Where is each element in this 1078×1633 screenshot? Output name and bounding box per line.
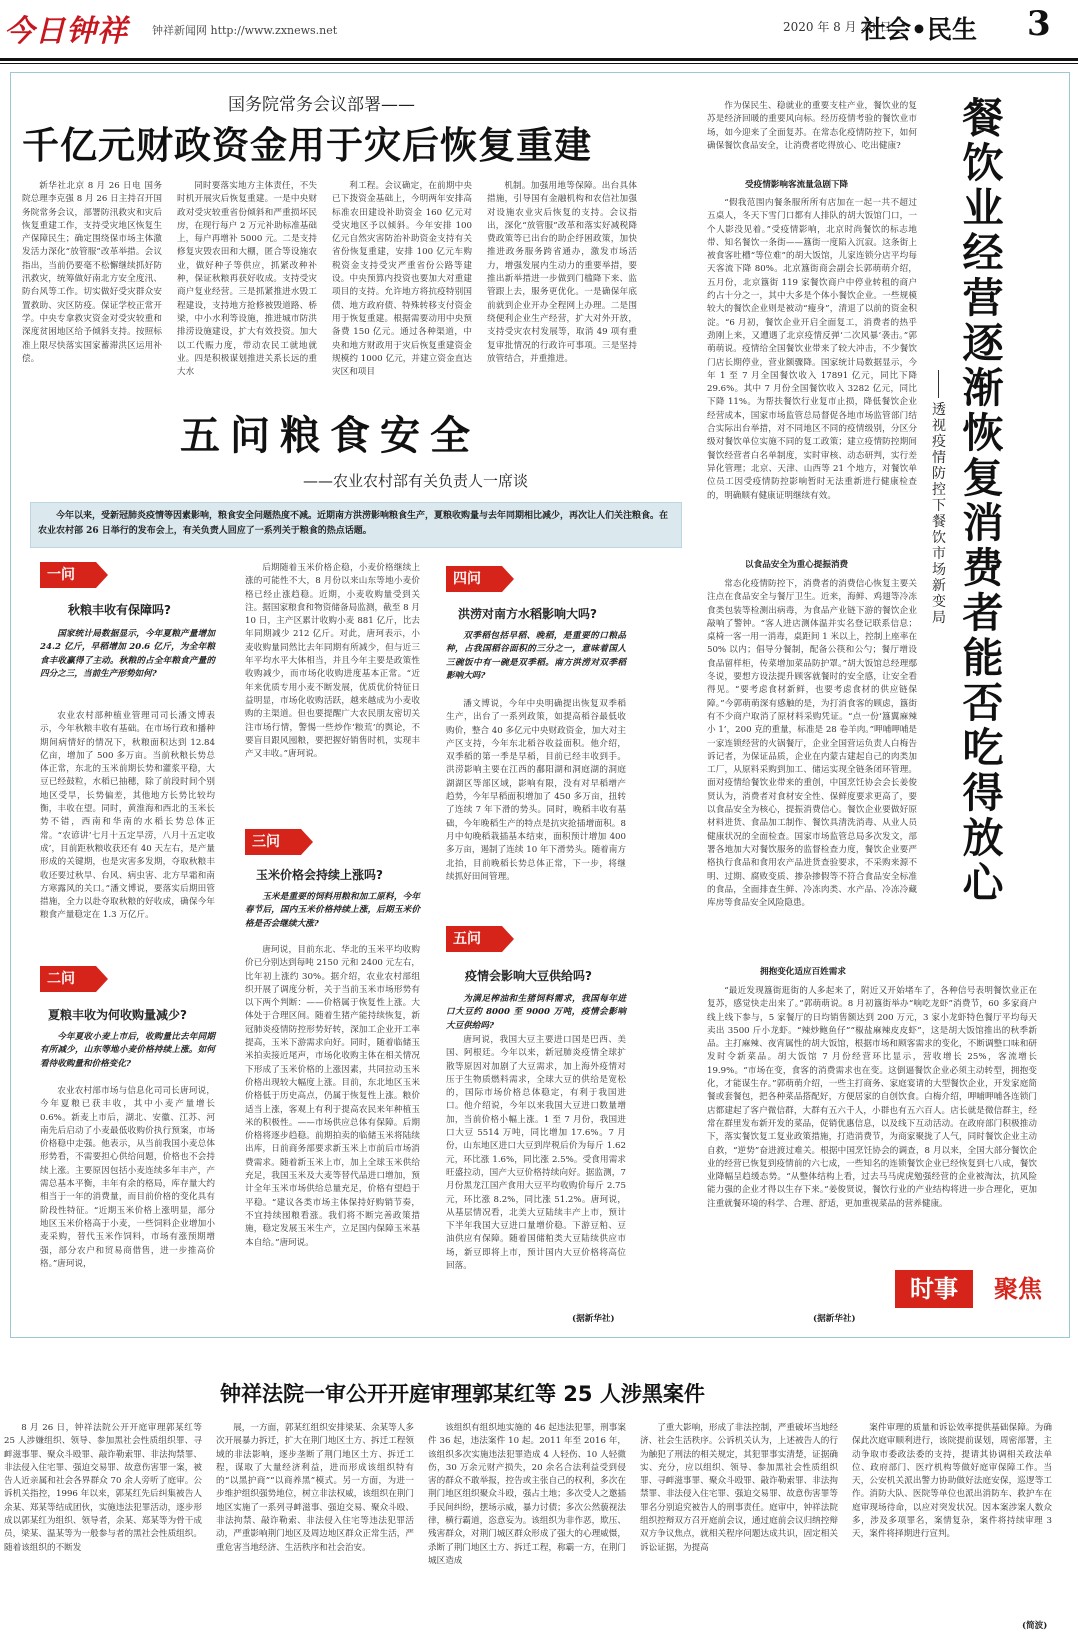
site-url[interactable]: 钟祥新闻网 http://www.zxnews.net: [152, 24, 338, 37]
q3-lead: 玉米是重要的饲料用粮和加工原料，今年春节后，国内玉米价格持续上涨，后期玉米价格是否会继续大涨?: [245, 892, 420, 929]
badge-current-affairs: 时事: [895, 1270, 973, 1308]
story4-headline: 钟祥法院一审公开开庭审理郭某红等 25 人涉黑案件: [220, 1382, 705, 1406]
story3-body-3-tail: [707, 1265, 889, 1315]
story3-subhead-1: 受疫情影响客流量急剧下降: [745, 180, 849, 190]
story1-col-3: 利工程。会议确定，在前期中央已下拨资金基础上，今明两年安排高标准农田建设补助资金 160 亿元对受灾地区予以倾斜。今年安排 100 亿元自然灾害防治补助资金支持有关省份恢复重建，安排 100 亿元车购税资金支持受灾严重省份公路等建设。中央预算内投资也要加大对重建项目的支持。允许地方将抗疫特别国债、地方政府债、特殊转移支付资金用于恢复重建。根据需要动用中央预备费 150 亿元。通过各种渠道，中央和地方财政用于灾后恢复重建资金规模约 1000 亿元，并建立资金直达灾区和项目: [332, 181, 472, 378]
q5-lead: 为满足榨油和生猪饲料需求，我国每年进口大豆约 8000 至 9000 万吨，疫情会影响大豆供给吗?: [446, 994, 626, 1031]
q2-continued: 后期随着玉米价格企稳，小麦价格继续上涨的可能性不大，8 月份以来山东等地小麦价格已经止涨趋稳。近期，小麦收购量受到关注。据国家粮食和物资储备局监测，截至 8 月 10 日，主产区累计收购小麦 881 亿斤，比去年同期减少 212 亿斤。对此，唐珂表示，小麦收购量同然比去年同期有所减少，但与近三年平均水平大体相当，并且今年主要是政策性收购减少，而市场化收购进度基本正常。“近年来优质专用小麦不断发展，优质优价特征日益明显，市场化收购活跃，越来越成为小麦收购的主渠道。但也要提醒广大农民朋友密切关注市场行情，警惕一些炒作‘粮荒’的舆论，不要盲目跟风囤粮，要把握好销售时机，实现丰产又丰收。”唐珂说。: [245, 563, 420, 760]
q3-body: 唐珂说，目前东北、华北的玉米平均收购价已分别达到每吨 2150 元和 2400 元左右，比年初上涨约 30%。据介绍，农业农村部组织开展了调度分析，关于当前玉米市场形势有以下两个判断：——价格属于恢复性上涨。大体处于合理区间。随着生猪产能持续恢复，新冠肺炎疫情防控形势好转，深加工企业开工率提高，玉米下游需求向好。同时，随着临储玉米拍卖接近尾声，市场化收购主体在相关情况下形成了玉米价格的上涨因素，共同拉动玉米价格出现较大幅度上涨。目前，东北地区玉米价格低于历史高点，仍属于恢复性上涨。粮价适当上涨，客观上有利于提高农民来年种植玉米的积极性。——市场供应总体有保障。后期价格将逐步趋稳。前期拍卖的临储玉米将陆续出库，日前商务部要求新玉米上市前后市场消费需求。随着新玉米上市，加上全球玉米供给充足，我国玉米及大麦等替代品进口增加，预计全年玉米市场供给总量充足，价格有望趋于平稳。“建议各类市场主体保持好购销节奏，不宜持续囤粮看涨。我们将不断完善政策措施，稳定发展玉米生产，立足国内保障玉米基本自给。”唐珂说。: [245, 945, 420, 1248]
q5-source: (据新华社): [572, 1314, 615, 1324]
q5-title: 疫情会影响大豆供给吗?: [465, 969, 592, 983]
masthead-logo: 今日钟祥: [4, 14, 128, 49]
story1-kicker: 国务院常务会议部署——: [228, 95, 415, 115]
story3-subhead-3: 拥抱变化适应百姓需求: [760, 967, 846, 977]
q2-lead: 今年夏收小麦上市后，收购量比去年同期有所减少，山东等地小麦价格持续上涨。如何看待收购量和价格变化?: [40, 1032, 215, 1069]
q3-tag: 三问: [245, 829, 301, 855]
q3-title: 玉米价格会持续上涨吗?: [256, 868, 383, 882]
badge-focus: 聚焦: [994, 1275, 1042, 1303]
story3-body-1: “假我范围内餐条服所所有店加在一起一共不超过五桌人，冬天下雪门口都有人排队的胡大饭馆门口，一个人影没见着。”受疫情影响，北京时尚餐饮的标志地带、知名餐饮一条街——簋街一度陷入沉寂。这条街上被食客吐槽“等位难”的胡大饭馆，儿家连锁分店平均每天客流下降 80%。北京簋街商会副会长郭萌萌介绍，五月份，北京簋街 119 家餐饮商户中停业转租的商户约占十分之一，其中大多是个体小餐饮企业。一些规模较大的餐饮企业则是被动“瘦身”，清退了以前的资金积淀。“6 月初，餐饮企业开启全面复工，消费者的热乎劲刚上来，又遭遇了北京疫情反弹‘二次风暴’袭击。”郭萌萌说。疫情给全国餐饮业带来了较大冲击，不少餐饮门店长期停业，营业额骤降。国家统计局数据显示，今年 1 至 7 月全国餐饮收入 17891 亿元，同比下降 29.6%。其中 7 月份全国餐饮收入 3282 亿元，同比下降 11%。为帮扶餐饮行业复市止损，降低餐饮企业经营成本，国家市场监管总局督促各地市场监管部门结合实际出台举措，对不同地区不同的疫情级别，分区分级对餐饮单位实施不同的复工政策；建立疫情防控期间餐饮经营者白名单制度，实时审核、动态研判，实行差异化管理；北京、天津、山西等 21 个地方，对餐饮单位员工因受疫情防控影响暂时无法重新进行健康检查的，明确顺有健康证明继续有效。: [707, 198, 917, 501]
header-rule-thin: [0, 63, 1078, 64]
q5-tag: 五问: [446, 926, 502, 952]
q1-lead: 国家统计局数据显示，今年夏粮产量增加 24.2 亿斤，早稻增加 20.6 亿斤，为全年粮食丰收赢得了主动。秋粮的占全年粮食产量的四分之三，当前生产形势如何?: [40, 629, 215, 679]
story2-lead: 今年以来，受新冠肺炎疫情等因素影响，粮食安全问题热度不减。近期南方洪涝影响粮食生产，夏粮收购量与去年同期相比减少，再次让人们关注粮食。在农业农村部 26 日举行的发布会上，有关负责人回应了一系列关于粮食的热点话题。: [38, 511, 669, 536]
story3-body-2: 常态化疫情防控下，消费者的消费信心恢复主要关注点在食品安全与餐厅卫生。近来，海鲜、鸡翅等冷冻食类包装等检测出病毒，为食品产业链下游的餐饮企业敲响了警钟。“客人进店测体温并实名登记联系信息；桌椅一客一用一消毒，桌距间 1 米以上，控制上座率在 50% 以内；倡导分餐制，配备公筷和公勺；餐厅增设食品留样柜，传菜增加菜品防护罩。”胡大饭馆总经理鄢冬说，要想方设法提升顾客就餐时的安全感，让安全看得见。“要考虑食材新鲜，也要考虑食材的供应链保障。”今郭萌萌深有感触的是，为打消食客的顾虑，簋街有不少商户取消了原材料采购凭证。“点一份‘簋翼麻辣小 1’，200 克的重量，标准是 28 卷羊肉。”呷哺呷哺是一家连锁经营的火锅餐厅，企业全国营运负责人白梅告诉记者，为保证品质，企业在内蒙古建起自己的肉类加工厂，从原料采购到加工、储运实现全链条闭环管理。面对疫情给餐饮业带来的重创，中国烹饪协会会长姜俊贤认为，消费者对食材安全性、保鲜度要求更高了，要以食品安全为核心，提振消费信心。餐饮企业要做好原材料进货、食品加工制作、餐饮具清洗消毒、从业人员健康状况的全面检查。国家市场监管总局多次发文，部署各地加大对餐饮服务的监督检查力度，餐饮企业要严格执行食品和食用农产品进货查验要求，不采购来源不明、过期、腐败变质、掺杂掺假等不符合食品安全标准的食品，全面排查生鲜、冷冻肉类、水产品、冷冻冷藏库房等食品安全风险隐患。: [707, 579, 917, 909]
q4-lead: 双季稻包括早稻、晚稻，是重要的口粮品种，占我国稻谷面积的三分之一，意味着国人三碗饭中有一碗是双季稻。南方洪涝对双季稻影响大吗?: [446, 631, 626, 681]
q4-title: 洪涝对南方水稻影响大吗?: [458, 607, 597, 621]
story4-col-3: 该组织有组织地实施的 46 起违法犯罪，刑事案件 36 起，违法案件 10 起。2011 年至 2016 年，该组织多次实施违法犯罪造成 4 人轻伤、10 人轻微伤，30 万余元财产损失，20 余名合法利益受到侵害的群众不敢举报，控告或主张自己的权利，多次在荆门地区组织聚众斗殴，强占土地；多次受人之邀插手民间纠纷，摆场示威，暴力讨债；多次公然藐视法律，横行霸道，恣意妄为。该组织为非作恶，欺压、残害群众，对荆门城区群众形成了强大的心理威慑，杀断了荆门地区土方、拆迁工程，称霸一方，在荆门城区造成: [428, 1423, 626, 1566]
focus-badge: [895, 1270, 1063, 1308]
story3-headline: 餐饮业经营逐渐恢复 消费者能否吃得放心: [962, 94, 1004, 907]
story3-source: (据新华社): [813, 1314, 856, 1324]
section-name: 社会•民生: [861, 15, 977, 44]
story3-body-3: “最近发现簋街逛街的人多起来了，附近又开始堵车了，各种信号表明餐饮业正在复苏，感觉快走出来了。”郭萌萌说。8 月初簋街举办“响吃龙虾”消费节，60 多家商户线上线下参与，5 家餐厅的日均销售额达到 200 万元，3 家小龙虾特色餐厅平均每天卖出 3500 斤小龙虾。“辣炒鲍鱼仔”“椒盐麻辣皮皮虾”，这是胡大饭馆推出的秋季新品。主打麻辣、夜宵属性的胡大饭馆，根据市场和顾客需求的变化，不断调整口味和研发时令新菜品。胡大饭馆 7 月份经营环比显示，营收增长 25%，客流增长 19.9%。“市场在变，食客的消费需求也在变。这倒逼餐饮企业必须主动转型，拥抱变化，才能谋生存。”郭萌萌介绍，一些主打商务、家庭宴请的大型餐饮企业，开发家庭简餐或套餐包，把各种菜品搭配好，方便居家的自创饮食。白梅介绍，呷哺呷哺各连锁门店都建起了客户微信群，大群有五六千人，小群也有五六百人。店长就是微信群主，经常在群里发布新开发的菜品，促销优惠信息，以及线下互动活动。在政府部门积极推动下，落实餐饮复工复业政策措施，打造消费节，为商家聚拢了人气，同时餐饮企业主动自救，“逆势”奋进渡过难关。根据中国烹饪协会的调查，8 月以来，全国大部分餐饮企业的经营已恢复到疫情前的六七成，一些知名的连锁餐饮企业已经恢复到七八成，餐饮业降幅呈趋缓态势。“从整体结构上看，过去马马虎虎勉强经营的企业被淘汰，抗风险能力强的企业才得以生存下来。”姜俊贤说，餐饮行业的产业结构将进一步合理化，更加注重就餐环境的科学、合理、舒适，更加重视菜品的营养健康。: [707, 986, 1037, 1209]
story1-col-1: 新华社北京 8 月 26 日电 国务院总理李克强 8 月 26 日主持召开国务院常务会议，部署防汛救灾和灾后恢复重建工作，支持受灾地区恢复生产保障民生；确定围绕保市场主体激发活力深化“放管服”改革举措。会议指出，当前仍要毫不松懈继续抓好防汛救灾，统筹做好南北方安全度汛、防台风等工作。切实做好受灾群众安置救助、灾区防疫。保证学校正常开学。中央专拿救灾资金对受灾较重和深度贫困地区给予倾斜支持。按照标准上限尽快落实国家蓄滞洪区运用补偿。: [22, 181, 162, 364]
story2-subhead: ——农业农村部有关负责人一席谈: [303, 472, 529, 490]
story4-source: (简波): [1022, 1621, 1048, 1631]
q1-title: 秋粮丰收有保障吗?: [68, 603, 171, 617]
story4-col-1: 8 月 26 日，钟祥法院公开开庭审理郭某红等 25 人涉嫌组织、领导、参加黑社会性质组织罪、寻衅滋事罪、聚众斗殴罪、敲诈勒索罪、非法拘禁罪、非法侵入住宅罪、强迫交易罪、故意伤害罪一案，被告人近亲属和社会各界群众 70 余人旁听了庭审。公诉机关指控，1996 年以来，郭某红先后纠集被告人余某、郑某等结成团伙，实施违法犯罪活动，逐步形成以郭某红为组织、领导者，余某、郑某等为骨干成员，梁某、温某等为一般参与者的黑社会性质组织。随着该组织的不断发: [4, 1423, 202, 1553]
story3-subhead-dash: [938, 370, 939, 398]
page-header: [0, 0, 1078, 64]
story4-col-5: 案件审理的质量和诉讼效率提供基础保障。为确保此次庭审顺利进行，该院提前谋划，周密部署，主动争取市委政法委的支持，提请其协调相关政法单位、政府部门、医疗机构等做好庭审保障工作。当天，公安机关派出警力协助做好法庭安保，巡逻等工作。消防大队、医院等单位也派出消防车、救护车在庭审现场待命，以应对突发状况。因本案涉案人数众多，涉及多项罪名，案情复杂，案件将持续审理 3 天，案件将择期进行宣判。: [852, 1423, 1052, 1540]
story1-headline: 千亿元财政资金用于灾后恢复重建: [22, 124, 592, 167]
story1-col-4: 机制。加强用地等保障。出台具体措施，引导国有金融机构和农信社加强对设施农业灾后恢复的支持。会议指出，深化“放管服”改革和落实好减税降费政策等已出台的助企纾困政策，加快推进政务服务跨省通办，激发市场活力，增强发展内生动力的重要举措，要推出新举措进一步做到门槛降下来、监管跟上去，服务更优化。一是确保年底前就到企业开办全程网上办理。二是围绕便利企业生产经营，扩大对外开放，支持受灾农村发展等，取消 49 项有重复审批情况的行政许可事项。三是坚持放管结合，并重推进。: [487, 181, 637, 364]
q4-tag: 四问: [446, 566, 502, 592]
story3-subhead-2: 以食品安全为重心提振消费: [745, 560, 849, 570]
q2-tag: 二问: [40, 966, 96, 992]
q1-tag: 一问: [40, 562, 96, 588]
q2-title: 夏粮丰收为何收购量减少?: [48, 1008, 187, 1022]
issue-date: 2020 年 8 月 28 日: [783, 20, 892, 34]
story1-col-2: 同时要落实地方主体责任，不失时机开展灾后恢复重建。一是中央财政对受灾较重省份倾斜和严重损坏民房，在现行每户 2 万元补助标准基础上，每户再增补 5000 元。二是支持修复灾毁农田和大棚，匿合等设施农业，做好种子等供应，抓紧改种补种，保证秋粮再获好收成。支持受灾商户复业经营。三是抓紧推进水毁工程建设，支持地方抢修被毁道路、桥梁，中小水利等设施，推进城市防洪排涝设施建设，扩大有效投资。加大以工代赈力度，带动农民工就地就业。四是积极谋划推进关系长远的重大水: [177, 181, 317, 378]
story3-intro: 作为保民生、稳就业的重要支柱产业，餐饮业的复苏是经济回暖的重要风向标。经历疫情考验的餐饮业市场，如今迎来了全面复苏。在常态化疫情防控下，如何确保餐饮食品安全，让消费者吃得放心、吃出健康?: [707, 101, 917, 151]
q4-body: 潘文博说，今年中央明确提出恢复双季稻生产，出台了一系列政策，如提高稻谷最低收购价，整合 40 多亿元中央财政资金，加大对主产区支持，今年东北稻谷收益面积。他介绍，双季稻的第一季是早稻，目前已经丰收到手。洪涝影响主要在江西的鄱阳湖和洞庭湖的洞庭湖湖区等部区域，影响有限，没有对早稻增产趋势，今年早稻面积增加了 450 多万亩，扭转了连续 7 年下滑的势头。同时，晚稻丰收有基础，今年晚稻生产的特点是抗灾抢插增面积。8 月中旬晚稻栽插基本结束，面积预计增加 400 多万亩，遏制了连续 10 年下滑势头。随着南方北抬，目前晚稻长势总体正常，下一步，将继续抓好田间管理。: [446, 699, 626, 882]
story4-col-4: 了重大影响，形成了非法控制，严重破坏当地经济、社会生活秩序。公诉机关认为，上述被告人的行为触犯了刑法的相关规定，其犯罪事实清楚，证据确实、充分，应以组织、领导、参加黑社会性质组织罪、寻衅滋事罪、聚众斗殴罪、敲诈勒索罪、非法拘禁罪、非法侵入住宅罪、强迫交易罪、故意伤害罪等罪名分别追究被告人的刑事责任。庭审中，钟祥法院组织控辩双方召开庭前会议，通过庭前会议归纳控辩双方争议焦点，就相关程序问题达成共识，固定相关诉讼证据，为提高: [640, 1423, 838, 1553]
q2-body: 农业农村部市场与信息化司司长唐珂说，今年夏粮已获丰收，其中小麦产量增长 0.6%。新麦上市后，湖北、安徽、江苏、河南先后启动了小麦最低收购价执行预案，市场价格稳中走强。他表示，从当前我国小麦总体形势看，不需要担心供给问题，价格也不会持续上涨。主要原因包括小麦连续多年丰产，产需总基本平衡，丰年有余的格局，库存量大约相当于一年的消费量，而目前价格的变化具有阶段性特征。“近期玉米价格上涨明显，部分地区玉米价格高于小麦，一些饲料企业增加小麦采购，替代玉米作饲料，市场有涨预期增强，部分农户和贸易商借售，进一步推高价格。”唐珂说，: [40, 1086, 215, 1269]
q1-body: 农业农村部种植业管理司司长潘文博表示，今年秋粮丰收有基础。在市场行政和播种期间病情好的情况下，秋粮面积达到 12.84 亿亩，增加了 500 多万亩。当前秋粮长势总体正常，东北的玉米前期长势和灌浆平稳，大豆已经鼓粒，水稻已抽穗，除了前段时间个别地区受旱，长势偏差，其他地方长势比较均衡，丰收在望。同时，黄淮海和西北的玉米长势不错，西南和华南的水稻长势总体正常。“农谚讲‘七月十五定旱涝，八月十五定收成’，目前距秋粮收获还有 40 天左右，是产量形成的关键期，也是灾害多发期，夺取秋粮丰收还要过秋旱、台风、病虫害、北方早霜和南方寒露风的关口。”潘文博说，要落实后期田管措施，全力以赴夺取秋粮的好收成，确保今年粮食产量稳定在 1.3 万亿斤。: [40, 711, 215, 921]
q5-body: 唐珂说，我国大豆主要进口国是巴西、美国、阿根廷。今年以来，新冠肺炎疫情全球扩散等原因对加剧了大豆需求，加上海外疫情对压于生物质燃料需求，全球大豆的供给是宽松的，国际市场价格总体稳定，有利于我国进口。他介绍说，今年以来我国大豆进口数量增加，当前价格小幅上涨。1 至 7 月份，我国进口大豆 5514 万吨，同比增加 17.6%。7 月份，山东地区进口大豆到岸税后价为每斤 1.62 元，环比涨 1.6%，同比涨 2.5%。受食用需求旺盛拉动，国产大豆价格持续向好。据监测，7 月份黑龙江国产食用大豆平均收购价每斤 2.75 元，环比涨 8.2%，同比涨 51.2%。唐珂说，从基层情况看，北美大豆陆续丰产上市，预计下半年我国大豆进口量增价稳。下游豆粕、豆油供应有保障。随着国储粕类大豆陆续供应市场，新豆即将上市，预计国内大豆价格将高位回落。: [446, 1035, 626, 1272]
story2-headline: 五问粮食安全: [180, 413, 480, 459]
story3-subhead: 透视疫情防控下餐饮市场新变局: [932, 402, 946, 626]
page-number: 3: [1027, 4, 1051, 44]
story4-col-2: 展，一方面，郭某红组织安排梁某、余某等人多次开展暴力拆迁，扩大在荆门地区土方、拆迁工程领域的非法影响，逐步垄断了荆门地区土方、拆迁工程，谋取了大量经济利益，进而形成该组织特有的“以黑护商”“以商养黑”模式。另一方面，为进一步维护组织强势地位，树立非法权威，该组织在荆门地区实施了一系列寻衅滋事、强迫交易、聚众斗殴、非法拘禁、敲诈勒索、非法侵入住宅等违法犯罪活动，严重影响荆门地区及周边地区群众正常生活，严重危害当地经济、生活秩序和社会治安。: [216, 1423, 414, 1553]
header-rule: [0, 58, 1078, 61]
